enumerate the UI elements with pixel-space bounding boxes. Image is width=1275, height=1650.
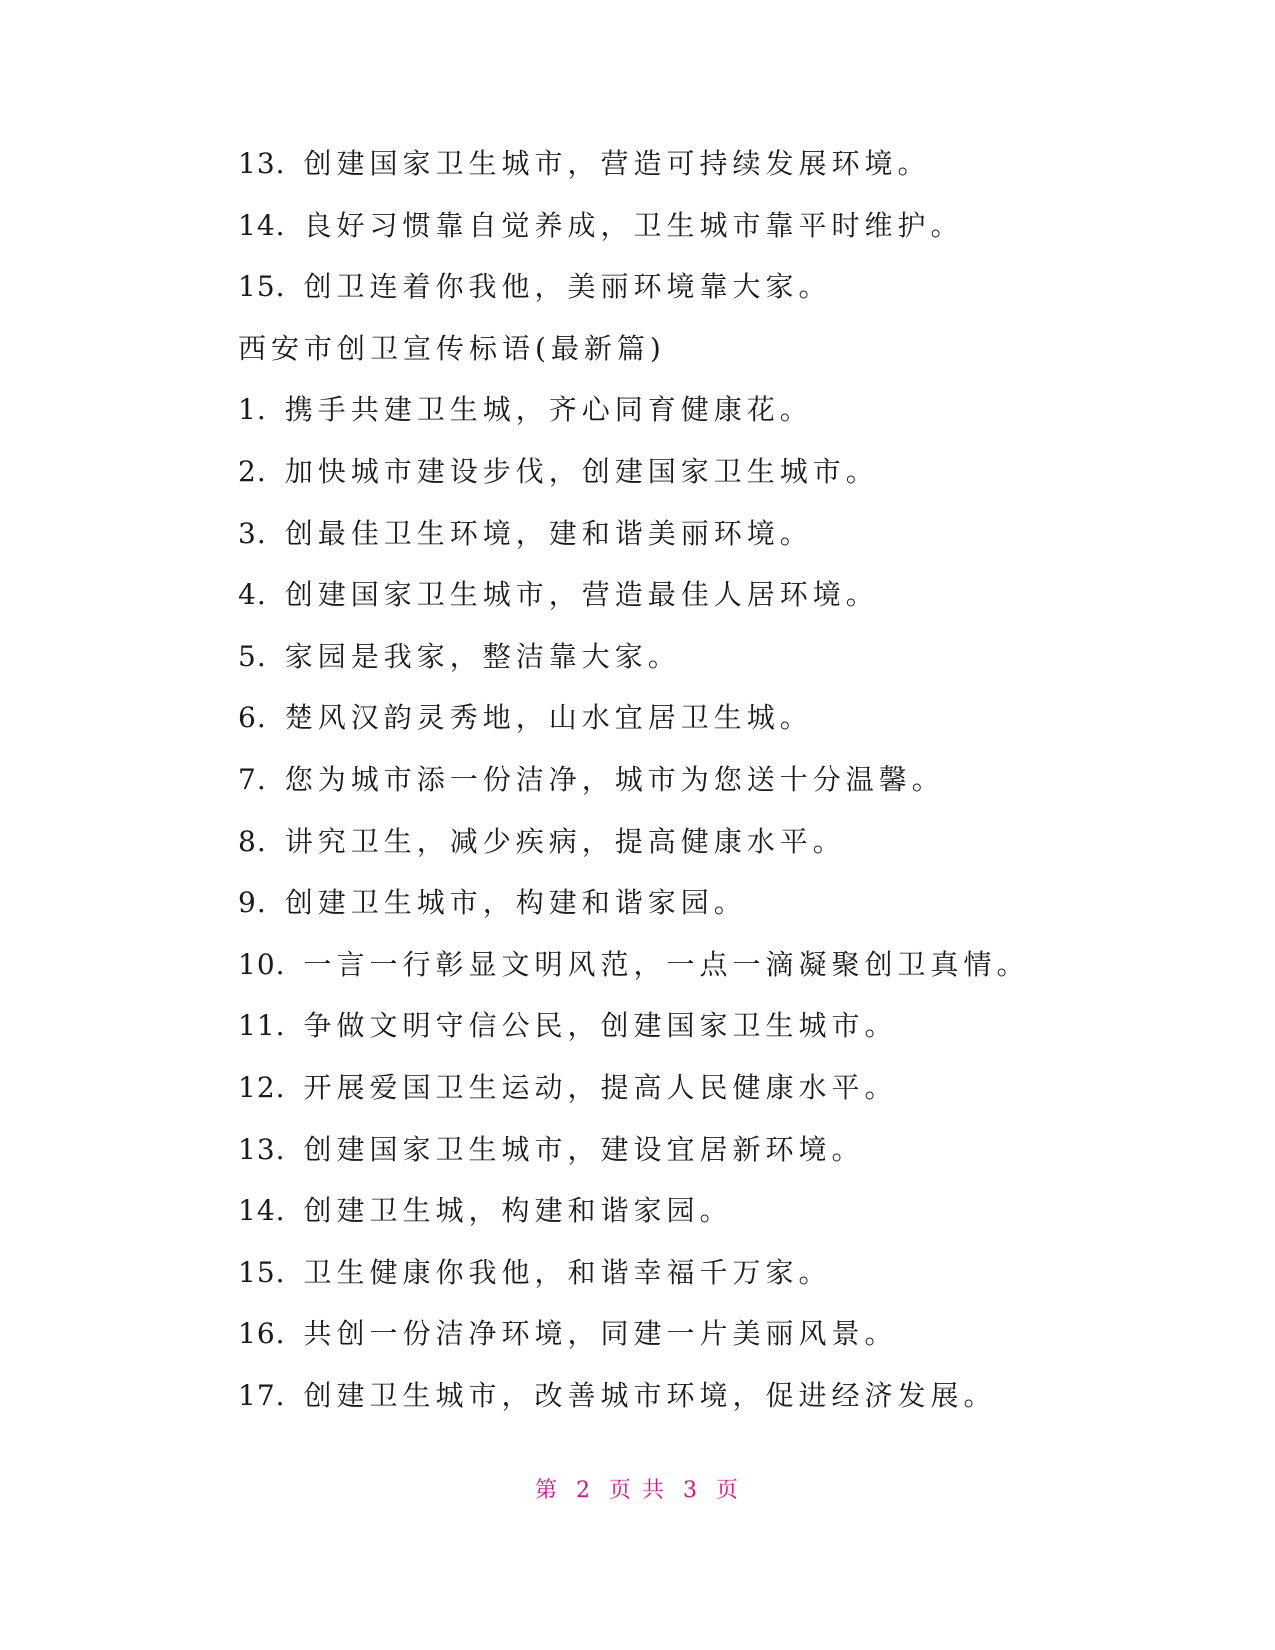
list-item-number: 5. [238, 639, 267, 673]
list-item [238, 572, 1198, 634]
list-item-number: 12. [238, 1070, 286, 1104]
list-item-number: 13. [238, 147, 286, 180]
list-item-text: 共创一份洁净环境，同建一片美丽风景。 [303, 1317, 898, 1351]
list-item [238, 1003, 1198, 1065]
list-item [238, 880, 1198, 942]
list-item-text: 创建卫生城市，构建和谐家园。 [284, 886, 747, 920]
list-item-number: 2. [238, 454, 267, 488]
footer-current-page: 2 [576, 1478, 592, 1503]
list-item-text: 讲究卫生，减少疾病，提高健康水平。 [284, 824, 846, 858]
list-item [238, 1188, 1198, 1250]
list-item-number: 10. [238, 947, 286, 981]
footer-middle: 页 共 [609, 1478, 666, 1503]
list-item [238, 1373, 1198, 1435]
list-item [238, 1250, 1198, 1312]
list-item-number: 3. [238, 516, 267, 550]
list-item [238, 511, 1198, 573]
list-item [238, 1065, 1198, 1127]
footer-total-pages: 3 [683, 1478, 699, 1503]
list-item-number: 13. [238, 1132, 286, 1166]
list-item-number: 14. [238, 208, 286, 242]
list-item-number: 17. [238, 1378, 286, 1412]
section-heading-text: 西安市创卫宣传标语(最新篇) [238, 331, 666, 365]
list-item-number: 9. [238, 886, 267, 920]
list-item-text: 开展爱国卫生运动，提高人民健康水平。 [303, 1070, 898, 1104]
list-item-number: 15. [238, 270, 286, 304]
list-item-text: 良好习惯靠自觉养成，卫生城市靠平时维护。 [303, 208, 964, 242]
section-heading [238, 326, 1198, 388]
page-footer [0, 1473, 1275, 1504]
list-item-text: 加快城市建设步伐，创建国家卫生城市。 [284, 454, 879, 488]
list-item-text: 创建国家卫生城市，建设宜居新环境。 [303, 1132, 865, 1166]
footer-prefix: 第 [534, 1478, 559, 1503]
list-item-text: 创建国家卫生城市，营造可持续发展环境。 [303, 147, 931, 180]
list-item [238, 634, 1198, 696]
list-item-number: 7. [238, 762, 267, 796]
list-item-text: 家园是我家，整洁靠大家。 [284, 639, 681, 673]
list-item-text: 卫生健康你我他，和谐幸福千万家。 [303, 1255, 832, 1289]
list-item [238, 1311, 1198, 1373]
list-item-text: 您为城市添一份洁净，城市为您送十分温馨。 [284, 762, 945, 796]
list-item-number: 4. [238, 578, 267, 612]
list-item [238, 819, 1198, 881]
list-item-number: 1. [238, 393, 267, 427]
list-item [238, 449, 1198, 511]
list-item [238, 387, 1198, 449]
footer-suffix: 页 [716, 1478, 741, 1503]
list-item-number: 8. [238, 824, 267, 858]
list-item-text: 创卫连着你我他，美丽环境靠大家。 [303, 270, 832, 304]
list-item [238, 757, 1198, 819]
list-item [238, 942, 1198, 1004]
list-item-text: 创建国家卫生城市，营造最佳人居环境。 [284, 578, 879, 612]
list-item [238, 1127, 1198, 1189]
list-item-text: 创建卫生城，构建和谐家园。 [303, 1194, 733, 1228]
list-item-text: 争做文明守信公民，创建国家卫生城市。 [303, 1009, 898, 1043]
list-item [238, 141, 1198, 203]
list-item-number: 14. [238, 1194, 286, 1228]
slogan-list [238, 141, 1198, 1434]
list-item-number: 11. [238, 1009, 286, 1043]
list-item-number: 15. [238, 1255, 286, 1289]
list-item [238, 264, 1198, 326]
list-item-text: 一言一行彰显文明风范，一点一滴凝聚创卫真情。 [303, 947, 1030, 981]
list-item [238, 695, 1198, 757]
list-item-text: 创建卫生城市，改善城市环境，促进经济发展。 [303, 1378, 997, 1412]
list-item [238, 203, 1198, 265]
list-item-number: 16. [238, 1317, 286, 1351]
list-item-number: 6. [238, 701, 267, 735]
list-item-text: 携手共建卫生城，齐心同育健康花。 [284, 393, 813, 427]
list-item-text: 创最佳卫生环境，建和谐美丽环境。 [284, 516, 813, 550]
list-item-text: 楚风汉韵灵秀地，山水宜居卫生城。 [284, 701, 813, 735]
